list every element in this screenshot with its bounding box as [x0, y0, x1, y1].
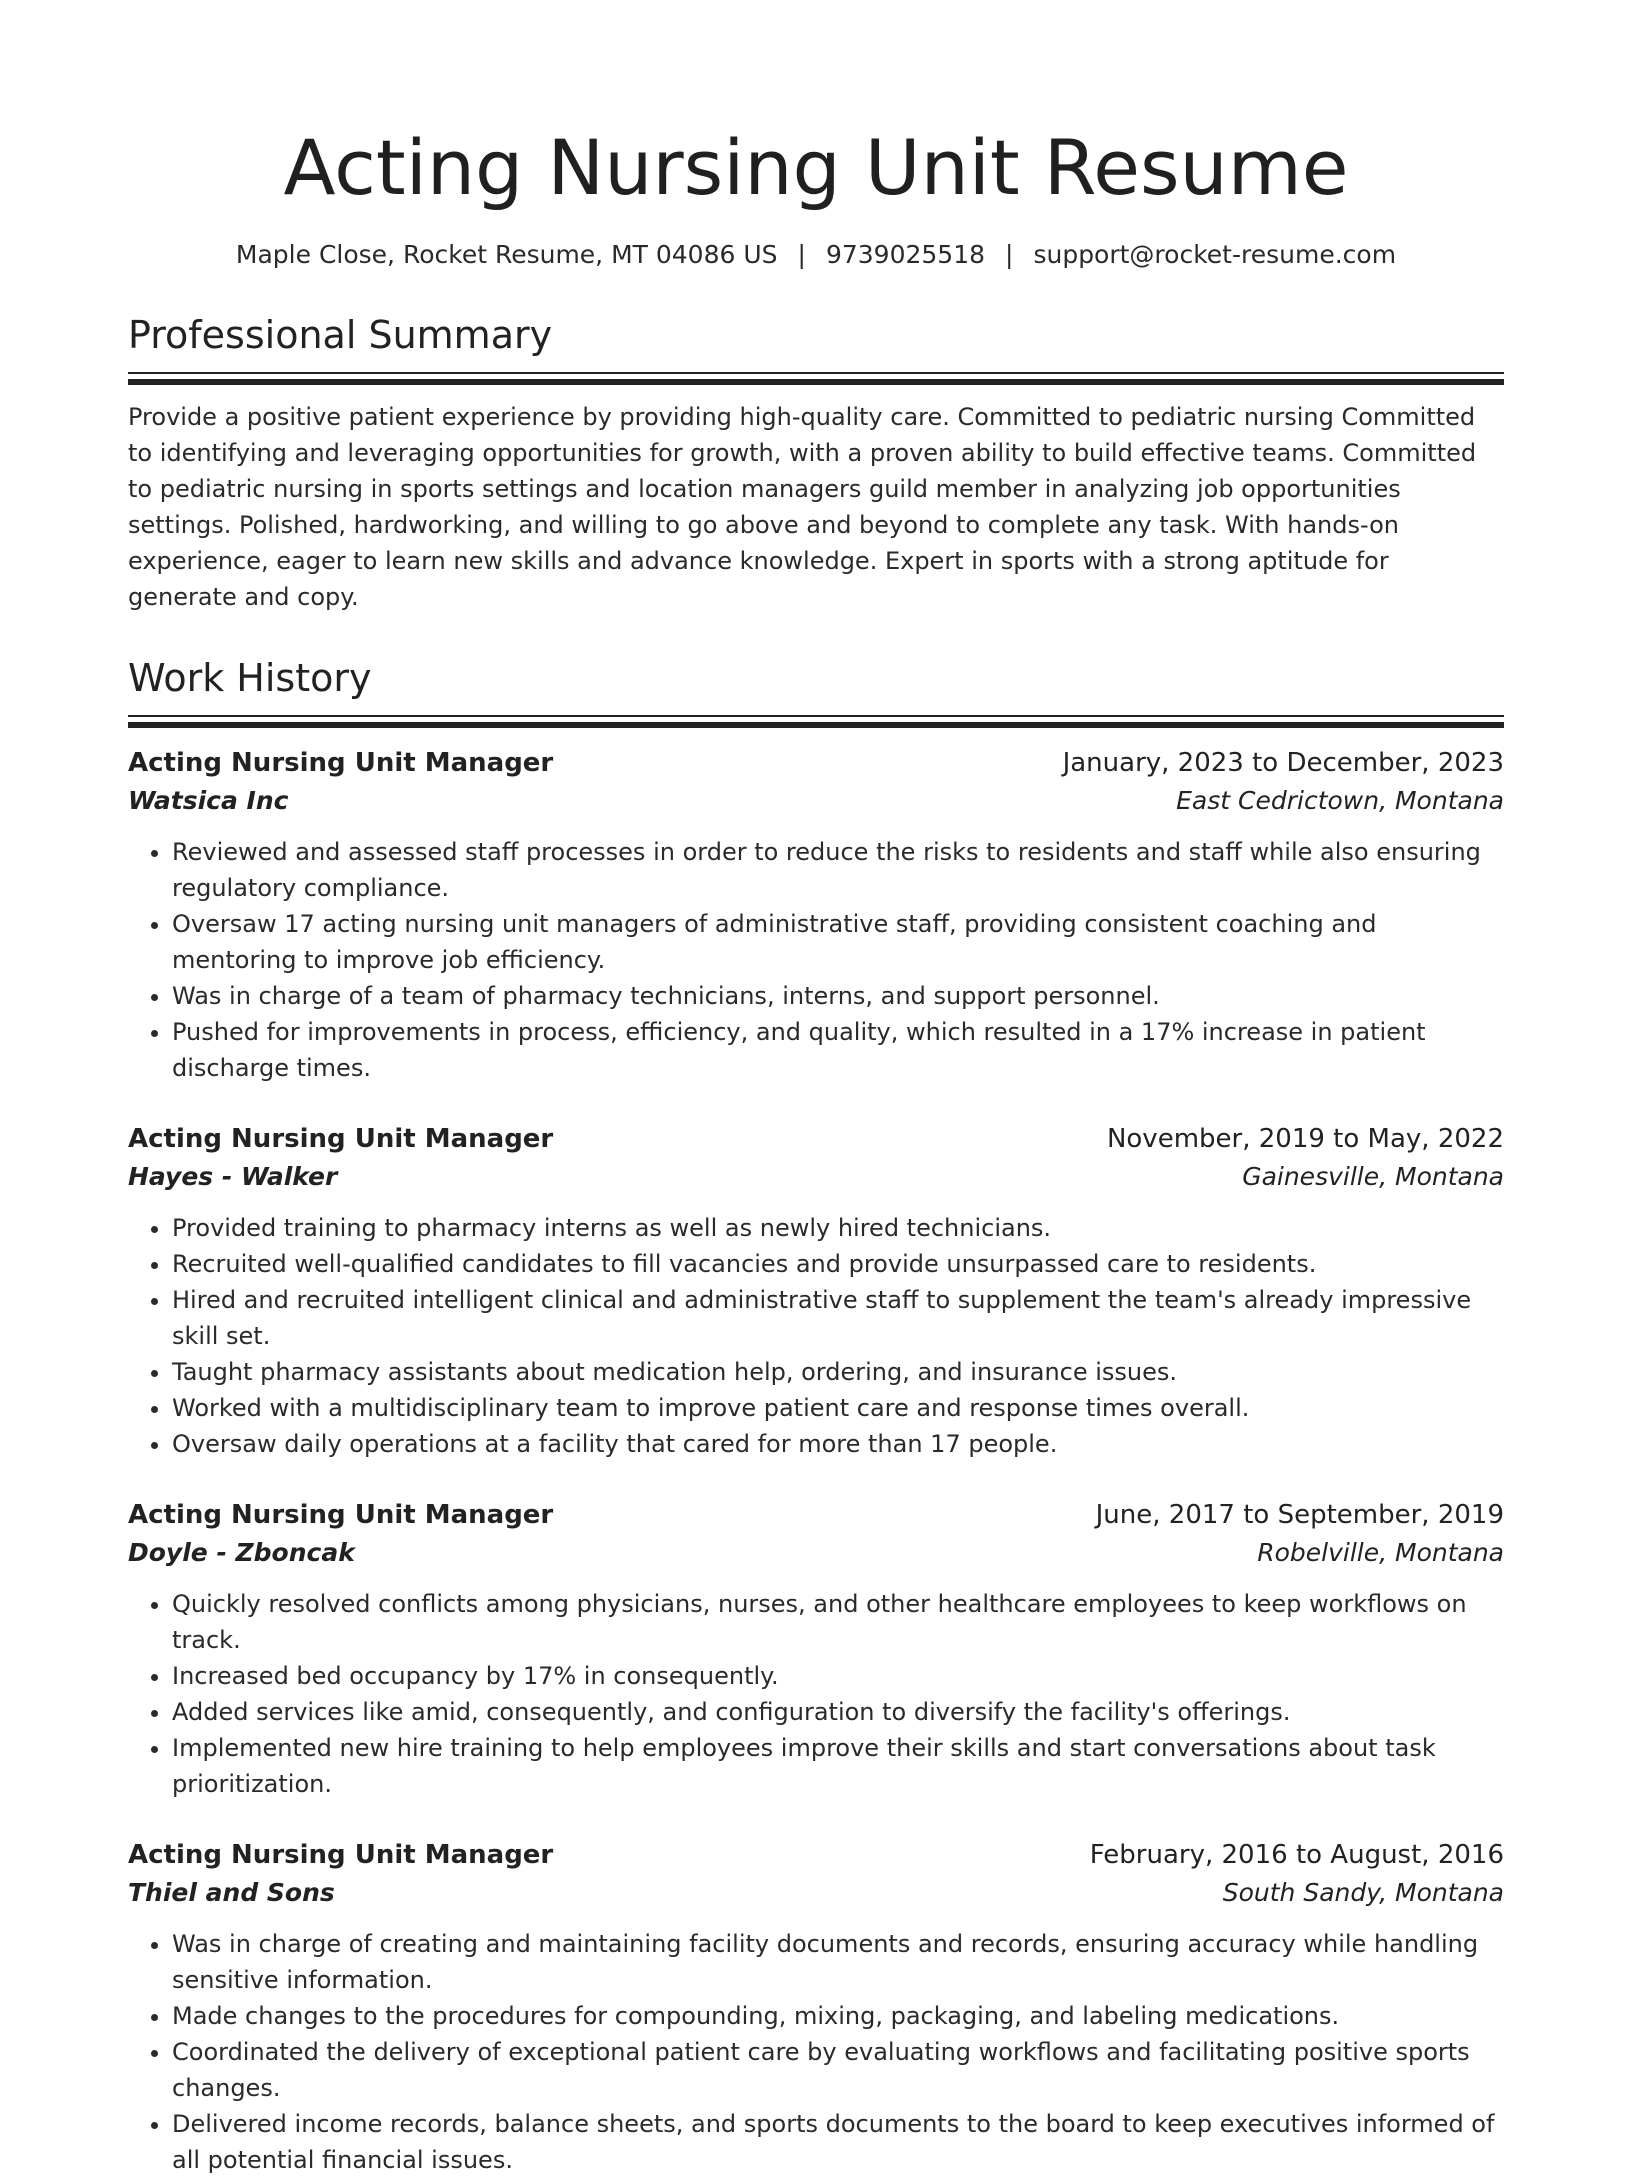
job-bullet: • Oversaw daily operations at a facility that cared for more than 17 people. — [172, 1426, 1504, 1462]
job-bullet: • Delivered income records, balance sheets, and sports documents to the board to keep executives informed of all potential financial issues. — [172, 2106, 1504, 2178]
job-company-row — [128, 1534, 1504, 1572]
job-title: Acting Nursing Unit Manager — [128, 1500, 554, 1530]
contact-separator: | — [1005, 240, 1014, 269]
job-bullet: • Worked with a multidisciplinary team to improve patient care and response times overall. — [172, 1390, 1504, 1426]
job-entry — [128, 744, 1504, 1086]
contact-email: support@rocket-resume.com — [1033, 240, 1397, 269]
job-bullet: • Provided training to pharmacy interns as well as newly hired technicians. — [172, 1210, 1504, 1246]
summary-text: Provide a positive patient experience by providing high-quality care. Committed to pediatric nursing Committed to identifying and leveraging opportunities for growth, with a proven ability to build effective teams. Committed to pediatric nursing in sports settings and location managers guild member in analyzing job opportunities settings. Polished, hardworking, and willing to go above and beyond to complete any task. With hands-on experience, eager to learn new skills and advance knowledge. Expert in sports with a strong aptitude for generate and copy. — [128, 403, 1477, 611]
job-bullet: • Added services like amid, consequently, and configuration to diversify the facility's offerings. — [172, 1694, 1504, 1730]
job-location: East Cedrictown, Montana — [1176, 786, 1504, 815]
job-bullet: • Coordinated the delivery of exceptional patient care by evaluating workflows and facilitating positive sports changes. — [172, 2034, 1504, 2106]
job-title: Acting Nursing Unit Manager — [128, 748, 554, 778]
job-dates: January, 2023 to December, 2023 — [1062, 748, 1504, 778]
section-heading-summary: Professional Summary — [128, 313, 553, 357]
job-header-row — [128, 1836, 1504, 1874]
job-title: Acting Nursing Unit Manager — [128, 1124, 554, 1154]
work-history-list — [128, 744, 1504, 2178]
job-entry — [128, 1496, 1504, 1802]
job-header-row — [128, 1496, 1504, 1534]
job-dates: June, 2017 to September, 2019 — [1095, 1500, 1504, 1530]
job-bullet: • Recruited well-qualified candidates to fill vacancies and provide unsurpassed care to residents. — [172, 1246, 1504, 1282]
job-company-row — [128, 782, 1504, 820]
resume-title: Acting Nursing Unit Resume — [283, 123, 1349, 212]
section-heading-work-history: Work History — [128, 656, 372, 700]
job-entry — [128, 1836, 1504, 2178]
job-location: South Sandy, Montana — [1222, 1878, 1504, 1907]
job-bullet: • Oversaw 17 acting nursing unit managers of administrative staff, providing consistent coaching and mentoring to improve job efficiency. — [172, 906, 1504, 978]
section-divider — [128, 372, 1504, 383]
job-title: Acting Nursing Unit Manager — [128, 1840, 554, 1870]
job-company-row — [128, 1158, 1504, 1196]
job-company: Hayes - Walker — [128, 1162, 338, 1191]
job-location: Gainesville, Montana — [1242, 1162, 1504, 1191]
job-bullet: • Reviewed and assessed staff processes in order to reduce the risks to residents and staff while also ensuring regulatory compliance. — [172, 834, 1504, 906]
job-bullet: • Was in charge of creating and maintaining facility documents and records, ensuring accuracy while handling sensitive information. — [172, 1926, 1504, 1998]
job-bullet: • Was in charge of a team of pharmacy technicians, interns, and support personnel. — [172, 978, 1504, 1014]
job-bullet: • Hired and recruited intelligent clinical and administrative staff to supplement the team's already impressive skill set. — [172, 1282, 1504, 1354]
job-company: Thiel and Sons — [128, 1878, 335, 1907]
contact-line — [128, 238, 1504, 272]
job-bullet-list — [128, 834, 1504, 1086]
job-bullet: • Taught pharmacy assistants about medication help, ordering, and insurance issues. — [172, 1354, 1504, 1390]
job-company: Watsica Inc — [128, 786, 289, 815]
job-bullet-list — [128, 1210, 1504, 1462]
job-company: Doyle - Zboncak — [128, 1538, 355, 1567]
job-dates: November, 2019 to May, 2022 — [1106, 1124, 1504, 1154]
job-bullet: • Made changes to the procedures for compounding, mixing, packaging, and labeling medications. — [172, 1998, 1504, 2034]
job-dates: February, 2016 to August, 2016 — [1089, 1840, 1504, 1870]
job-entry — [128, 1120, 1504, 1462]
contact-separator: | — [797, 240, 806, 269]
section-divider — [128, 715, 1504, 726]
contact-address: Maple Close, Rocket Resume, MT 04086 US — [235, 240, 778, 269]
job-bullet: • Increased bed occupancy by 17% in consequently. — [172, 1658, 1504, 1694]
job-company-row — [128, 1874, 1504, 1912]
job-location: Robelville, Montana — [1257, 1538, 1504, 1567]
job-bullet: • Quickly resolved conflicts among physicians, nurses, and other healthcare employees to keep workflows on track. — [172, 1586, 1504, 1658]
job-header-row — [128, 744, 1504, 782]
job-bullet-list — [128, 1926, 1504, 2178]
contact-phone: 9739025518 — [825, 240, 986, 269]
job-header-row — [128, 1120, 1504, 1158]
job-bullet: • Implemented new hire training to help employees improve their skills and start conversations about task prioritization. — [172, 1730, 1504, 1802]
job-bullet-list — [128, 1586, 1504, 1802]
job-bullet: • Pushed for improvements in process, efficiency, and quality, which resulted in a 17% increase in patient discharge times. — [172, 1014, 1504, 1086]
